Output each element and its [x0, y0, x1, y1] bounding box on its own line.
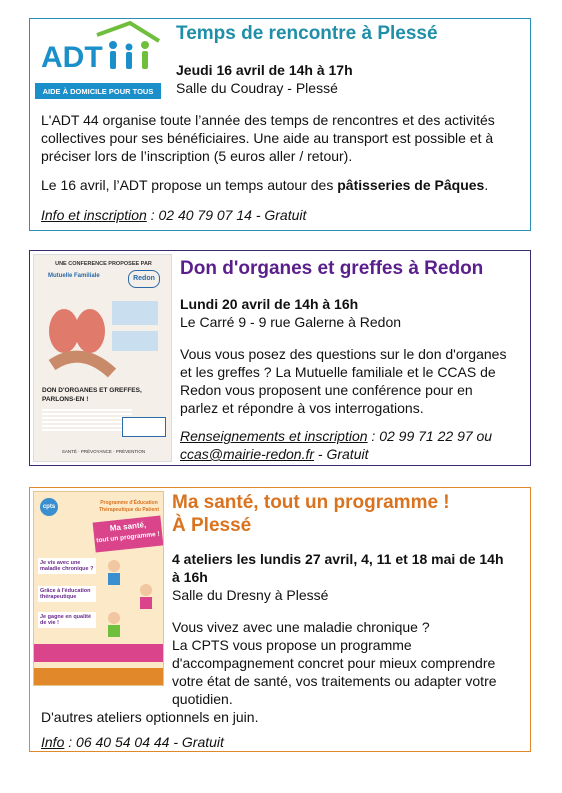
poster-logo: cpts	[40, 498, 58, 516]
event-card-health-program	[29, 487, 531, 752]
event-info-email	[180, 445, 369, 463]
email-link[interactable]: ccas@mairie-redon.fr	[180, 446, 315, 462]
info-link[interactable]: Info et inscription	[41, 207, 147, 223]
event-title: Don d'organes et greffes à Redon	[180, 258, 484, 279]
event-date: à 16h	[172, 569, 208, 585]
logo-tagline: AIDE À DOMICILE POUR TOUS	[42, 87, 154, 96]
event-card-adt	[29, 18, 531, 231]
event-place: Le Carré 9 - 9 rue Galerne à Redon	[180, 314, 402, 330]
event-description-line: Vous vivez avec une maladie chronique ?	[172, 619, 430, 635]
poster-city-badge: Redon	[128, 270, 160, 288]
highlight-bold: pâtisseries de Pâques	[337, 177, 485, 193]
event-place: Salle du Coudray - Plessé	[176, 80, 338, 96]
event-card-organ-donation	[29, 250, 531, 466]
poster-footer: SANTÉ · PRÉVOYANCE · PRÉVENTION	[61, 449, 146, 454]
event-info	[180, 427, 492, 445]
event-description-line: d'accompagnement concret pour mieux comprendre	[172, 655, 496, 671]
poster-header: UNE CONFERENCE PROPOSEE PAR	[55, 261, 152, 267]
poster-headline: DON D'ORGANES ET GREFFES,	[42, 387, 142, 394]
event-title: Ma santé, tout un programme !	[172, 492, 450, 513]
kidney-illustration	[42, 295, 166, 383]
poster-headline: PARLONS-EN !	[42, 396, 89, 403]
event-description-line: L'ADT 44 organise toute l’année des temps de rencontres et des activités	[41, 112, 495, 128]
event-description-line: quotidien.	[172, 691, 233, 707]
poster-org: Mutuelle Familiale	[48, 273, 100, 279]
info-link[interactable]: Renseignements et inscription	[180, 428, 368, 444]
event-extra-note: D'autres ateliers optionnels en juin.	[41, 709, 259, 725]
event-description-line: Redon vous proposent une conférence pour en	[180, 382, 473, 398]
event-description-line: et les greffes ? La Mutuelle familiale et le CCAS de	[180, 364, 496, 380]
event-date: 4 ateliers les lundis 27 avril, 4, 11 et 18 mai de 14h	[172, 551, 504, 567]
event-description-line: parlez et répondre à vos interrogations.	[180, 400, 424, 416]
info-contact: : 06 40 54 04 44 - Gratuit	[64, 734, 224, 750]
event-description-line: Vous vous posez des questions sur le don d'organes	[180, 346, 507, 362]
info-contact: : 02 40 79 07 14 - Gratuit	[146, 207, 307, 223]
people-illustration	[100, 556, 162, 640]
highlight-prefix: Le 16 avril, l’ADT propose un temps autour des	[41, 177, 338, 193]
event-title: Temps de rencontre à Plessé	[176, 23, 438, 44]
adt-logo	[35, 21, 161, 101]
event-info	[41, 206, 306, 224]
program-poster	[33, 491, 164, 686]
highlight-suffix: .	[484, 177, 489, 193]
event-title-location: À Plessé	[172, 515, 252, 536]
poster-question: Je gagne en qualité de vie !	[38, 612, 96, 628]
info-link[interactable]: Info	[41, 734, 65, 750]
info-contact: : 02 99 71 22 97 ou	[367, 428, 493, 444]
poster-title: Ma santé,	[109, 520, 147, 533]
event-place: Salle du Dresny à Plessé	[172, 587, 329, 603]
poster-question: Je vis avec une maladie chronique ?	[38, 558, 96, 574]
event-description-line: La CPTS vous propose un programme	[172, 637, 412, 653]
event-date: Lundi 20 avril de 14h à 16h	[180, 296, 359, 312]
conference-poster	[33, 254, 172, 462]
logo-text: ADT	[41, 41, 103, 74]
event-info	[41, 733, 224, 751]
poster-title: tout un programme !	[96, 530, 160, 545]
event-date: Jeudi 16 avril de 14h à 17h	[176, 62, 353, 78]
event-highlight	[41, 176, 488, 194]
event-description-line: préciser lors de l’inscription (5 euros aller / retour).	[41, 148, 353, 164]
info-tail: - Gratuit	[314, 446, 369, 462]
event-description-line: collectives pour ses bénéficiaires. Une aide au transport est possible et à	[41, 130, 494, 146]
event-description-line: votre état de santé, vos traitements ou adapter votre	[172, 673, 497, 689]
poster-subtitle: Programme d'Éducation	[100, 500, 158, 506]
poster-question: Grâce à l'éducation thérapeutique	[38, 586, 96, 602]
poster-subtitle: Thérapeutique du Patient	[98, 507, 159, 513]
